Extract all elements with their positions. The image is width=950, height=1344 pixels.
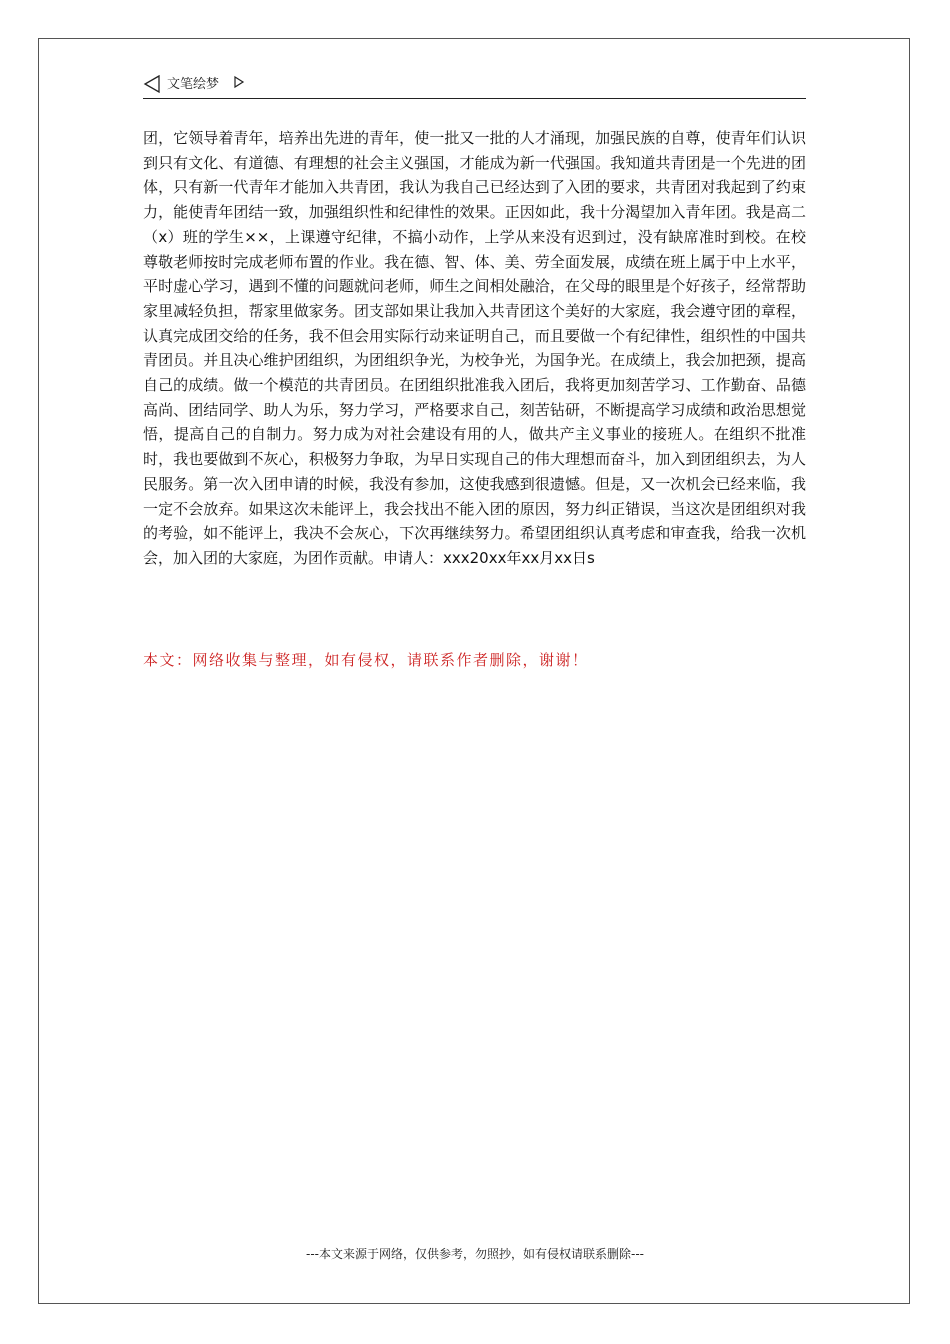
page-header [143, 72, 806, 99]
copyright-notice: 本文：网络收集与整理，如有侵权，请联系作者删除，谢谢！ [143, 651, 589, 669]
triangle-left-icon [143, 74, 161, 94]
header-brand: 文笔绘梦 [167, 77, 220, 92]
page-footer: ---本文来源于网络，仅供参考，勿照抄，如有侵权请联系删除--- [306, 1247, 644, 1261]
triangle-right-icon [233, 75, 245, 89]
body-paragraph: 团，它领导着青年，培养出先进的青年，使一批又一批的人才涌现，加强民族的自尊，使青年们认识到只有文化、有道德、有理想的社会主义强国，才能成为新一代强国。我知道共青团是一个先进的团体，只有新一代青年才能加入共青团，我认为我自己已经达到了入团的要求，共青团对我起到了约束力，能使青年团结一致，加强组织性和纪律性的效果。正因如此，我十分渴望加入青年团。我是高二（x）班的学生××，上课遵守纪律，不搞小动作，上学从来没有迟到过，没有缺席准时到校。在校尊敬老师按时完成老师布置的作业。我在德、智、体、美、劳全面发展，成绩在班上属于中上水平，平时虚心学习，遇到不懂的问题就问老师，师生之间相处融洽，在父母的眼里是个好孩子，经常帮助家里减轻负担，帮家里做家务。团支部如果让我加入共青团这个美好的大家庭，我会遵守团的章程，认真完成团交给的任务，我不但会用实际行动来证明自己，而且要做一个有纪律性，组织性的中国共青团员。并且决心维护团组织，为团组织争光，为校争光，为国争光。在成绩上，我会加把颈，提高自己的成绩。做一个模范的共青团员。在团组织批准我入团后，我将更加刻苦学习、工作勤奋、品德高尚、团结同学、助人为乐，努力学习，严格要求自己，刻苦钻研，不断提高学习成绩和政治思想觉悟，提高自己的自制力。努力成为对社会建设有用的人，做共产主义事业的接班人。在组织不批准时，我也要做到不灰心，积极努力争取，为早日实现自己的伟大理想而奋斗，加入到团组织去，为人民服务。第一次入团申请的时候，我没有参加，这使我感到很遗憾。但是，又一次机会已经来临，我一定不会放弃。如果这次未能评上，我会找出不能入团的原因，努力纠正错误，当这次是团组织对我的考验，如不能评上，我决不会灰心，下次再继续努力。希望团组织认真考虑和审查我，给我一次机会，加入团的大家庭，为团作贡献。申请人：xxx20xx年xx月xx日s [143, 129, 806, 567]
